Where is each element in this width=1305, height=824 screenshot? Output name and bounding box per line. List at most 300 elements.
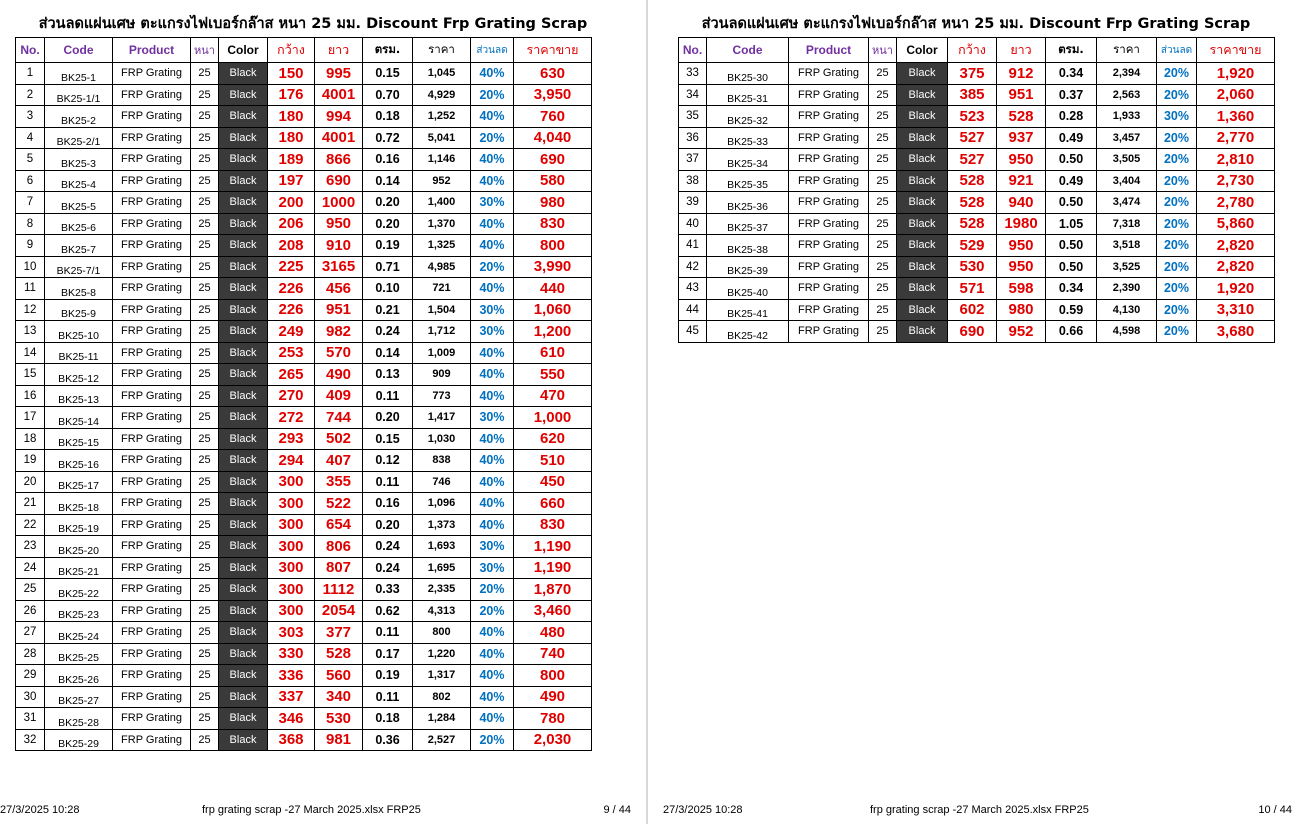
length-value: 490 xyxy=(315,364,363,386)
row-number: 37 xyxy=(679,149,707,171)
price-value: 1,284 xyxy=(413,708,471,730)
sale-price-value: 5,860 xyxy=(1197,213,1275,235)
row-number: 44 xyxy=(679,299,707,321)
price-value: 3,525 xyxy=(1097,256,1157,278)
discount-value: 30% xyxy=(471,299,514,321)
table-row xyxy=(16,536,592,558)
price-value: 1,045 xyxy=(413,63,471,85)
area-value: 0.15 xyxy=(363,63,413,85)
table-row xyxy=(16,471,592,493)
length-value: 530 xyxy=(315,708,363,730)
product-name: FRP Grating xyxy=(113,729,191,751)
product-name: FRP Grating xyxy=(113,493,191,515)
row-number: 11 xyxy=(16,278,45,300)
item-code: BK25-40 xyxy=(707,278,789,300)
width-value: 200 xyxy=(268,192,315,214)
item-code: BK25-11 xyxy=(45,342,113,364)
product-name: FRP Grating xyxy=(113,471,191,493)
thickness: 25 xyxy=(191,213,219,235)
sale-price-value: 3,950 xyxy=(514,84,592,106)
width-value: 330 xyxy=(268,643,315,665)
length-value: 570 xyxy=(315,342,363,364)
product-name: FRP Grating xyxy=(113,149,191,171)
sale-price-value: 980 xyxy=(514,192,592,214)
discount-value: 20% xyxy=(471,579,514,601)
length-value: 981 xyxy=(315,729,363,751)
product-name: FRP Grating xyxy=(789,170,869,192)
area-value: 0.11 xyxy=(363,622,413,644)
color-value: Black xyxy=(897,84,948,106)
item-code: BK25-18 xyxy=(45,493,113,515)
sale-price-value: 620 xyxy=(514,428,592,450)
table-row xyxy=(16,278,592,300)
width-value: 346 xyxy=(268,708,315,730)
area-value: 0.19 xyxy=(363,235,413,257)
header-code: Code xyxy=(45,38,113,63)
price-value: 2,563 xyxy=(1097,84,1157,106)
color-value: Black xyxy=(219,84,268,106)
product-name: FRP Grating xyxy=(113,84,191,106)
sale-price-value: 4,040 xyxy=(514,127,592,149)
row-number: 18 xyxy=(16,428,45,450)
length-value: 456 xyxy=(315,278,363,300)
header-row xyxy=(679,38,1275,63)
sale-price-value: 1,920 xyxy=(1197,278,1275,300)
price-value: 3,457 xyxy=(1097,127,1157,149)
color-value: Black xyxy=(219,622,268,644)
header-price: ราคา xyxy=(413,38,471,63)
area-value: 0.17 xyxy=(363,643,413,665)
color-value: Black xyxy=(219,299,268,321)
discount-value: 20% xyxy=(471,127,514,149)
color-value: Black xyxy=(219,665,268,687)
width-value: 523 xyxy=(948,106,997,128)
length-value: 560 xyxy=(315,665,363,687)
color-value: Black xyxy=(219,686,268,708)
sale-price-value: 470 xyxy=(514,385,592,407)
header-thickness: หนา xyxy=(869,38,897,63)
length-value: 744 xyxy=(315,407,363,429)
footer-filename: frp grating scrap -27 March 2025.xlsx FRP25 xyxy=(202,804,421,816)
length-value: 866 xyxy=(315,149,363,171)
sale-price-value: 3,460 xyxy=(514,600,592,622)
discount-value: 20% xyxy=(1157,63,1197,85)
table-body xyxy=(679,63,1275,343)
price-value: 1,933 xyxy=(1097,106,1157,128)
table-row xyxy=(16,106,592,128)
length-value: 912 xyxy=(997,63,1046,85)
width-value: 530 xyxy=(948,256,997,278)
item-code: BK25-8 xyxy=(45,278,113,300)
area-value: 0.24 xyxy=(363,536,413,558)
sale-price-value: 1,000 xyxy=(514,407,592,429)
area-value: 0.20 xyxy=(363,407,413,429)
length-value: 502 xyxy=(315,428,363,450)
thickness: 25 xyxy=(191,364,219,386)
thickness: 25 xyxy=(191,665,219,687)
row-number: 21 xyxy=(16,493,45,515)
discount-value: 40% xyxy=(471,149,514,171)
item-code: BK25-10 xyxy=(45,321,113,343)
thickness: 25 xyxy=(869,84,897,106)
discount-value: 30% xyxy=(471,557,514,579)
area-value: 0.50 xyxy=(1046,192,1097,214)
thickness: 25 xyxy=(191,708,219,730)
row-number: 26 xyxy=(16,600,45,622)
header-thickness: หนา xyxy=(191,38,219,63)
footer-date: 27/3/2025 10:28 xyxy=(663,804,743,816)
width-value: 226 xyxy=(268,278,315,300)
header-no: No. xyxy=(16,38,45,63)
thickness: 25 xyxy=(191,106,219,128)
thickness: 25 xyxy=(869,235,897,257)
width-value: 529 xyxy=(948,235,997,257)
table-row xyxy=(16,514,592,536)
row-number: 15 xyxy=(16,364,45,386)
area-value: 0.16 xyxy=(363,493,413,515)
product-name: FRP Grating xyxy=(113,450,191,472)
table-row xyxy=(679,235,1275,257)
sale-price-value: 610 xyxy=(514,342,592,364)
width-value: 265 xyxy=(268,364,315,386)
width-value: 150 xyxy=(268,63,315,85)
header-color: Color xyxy=(219,38,268,63)
product-name: FRP Grating xyxy=(113,364,191,386)
color-value: Black xyxy=(219,106,268,128)
item-code: BK25-24 xyxy=(45,622,113,644)
sale-price-value: 1,190 xyxy=(514,536,592,558)
row-number: 10 xyxy=(16,256,45,278)
color-value: Black xyxy=(219,149,268,171)
discount-value: 40% xyxy=(471,342,514,364)
discount-value: 40% xyxy=(471,514,514,536)
width-value: 180 xyxy=(268,127,315,149)
item-code: BK25-34 xyxy=(707,149,789,171)
width-value: 270 xyxy=(268,385,315,407)
sale-price-value: 3,990 xyxy=(514,256,592,278)
price-value: 3,505 xyxy=(1097,149,1157,171)
sale-price-value: 1,190 xyxy=(514,557,592,579)
sheet-page-left xyxy=(0,0,646,824)
product-name: FRP Grating xyxy=(789,299,869,321)
header-sale-price: ราคาขาย xyxy=(514,38,592,63)
length-value: 407 xyxy=(315,450,363,472)
table-row xyxy=(16,643,592,665)
table-row xyxy=(16,493,592,515)
price-value: 1,693 xyxy=(413,536,471,558)
price-value: 2,394 xyxy=(1097,63,1157,85)
table-row xyxy=(16,192,592,214)
length-value: 995 xyxy=(315,63,363,85)
sale-price-value: 1,360 xyxy=(1197,106,1275,128)
length-value: 3165 xyxy=(315,256,363,278)
price-value: 1,146 xyxy=(413,149,471,171)
length-value: 528 xyxy=(315,643,363,665)
item-code: BK25-3 xyxy=(45,149,113,171)
width-value: 208 xyxy=(268,235,315,257)
sale-price-value: 2,060 xyxy=(1197,84,1275,106)
table-row xyxy=(16,84,592,106)
length-value: 654 xyxy=(315,514,363,536)
discount-value: 40% xyxy=(471,471,514,493)
table-row xyxy=(16,407,592,429)
area-value: 0.11 xyxy=(363,471,413,493)
color-value: Black xyxy=(219,385,268,407)
color-value: Black xyxy=(897,235,948,257)
color-value: Black xyxy=(219,536,268,558)
row-number: 2 xyxy=(16,84,45,106)
thickness: 25 xyxy=(869,170,897,192)
sale-price-value: 800 xyxy=(514,235,592,257)
discount-value: 40% xyxy=(471,385,514,407)
table-row xyxy=(679,192,1275,214)
discount-value: 20% xyxy=(1157,299,1197,321)
length-value: 937 xyxy=(997,127,1046,149)
discount-value: 20% xyxy=(1157,127,1197,149)
row-number: 36 xyxy=(679,127,707,149)
discount-value: 20% xyxy=(471,256,514,278)
width-value: 300 xyxy=(268,600,315,622)
sale-price-value: 2,820 xyxy=(1197,256,1275,278)
item-code: BK25-30 xyxy=(707,63,789,85)
row-number: 4 xyxy=(16,127,45,149)
price-value: 802 xyxy=(413,686,471,708)
length-value: 1112 xyxy=(315,579,363,601)
footer-page-number: 9 / 44 xyxy=(603,804,631,816)
area-value: 0.50 xyxy=(1046,256,1097,278)
table-row xyxy=(679,127,1275,149)
product-name: FRP Grating xyxy=(113,192,191,214)
table-row xyxy=(16,708,592,730)
product-name: FRP Grating xyxy=(789,127,869,149)
row-number: 39 xyxy=(679,192,707,214)
color-value: Black xyxy=(897,256,948,278)
price-value: 746 xyxy=(413,471,471,493)
price-value: 3,404 xyxy=(1097,170,1157,192)
row-number: 34 xyxy=(679,84,707,106)
page-title: ส่วนลดแผ่นเศษ ตะแกรงไฟเบอร์กล๊าส หนา 25 มม. Discount Frp Grating Scrap xyxy=(701,16,1251,32)
sale-price-value: 510 xyxy=(514,450,592,472)
area-value: 0.33 xyxy=(363,579,413,601)
color-value: Black xyxy=(897,278,948,300)
row-number: 42 xyxy=(679,256,707,278)
table-row xyxy=(16,364,592,386)
sale-price-value: 630 xyxy=(514,63,592,85)
discount-value: 20% xyxy=(1157,321,1197,343)
price-value: 1,009 xyxy=(413,342,471,364)
discount-value: 30% xyxy=(471,192,514,214)
table-row xyxy=(679,213,1275,235)
item-code: BK25-4 xyxy=(45,170,113,192)
thickness: 25 xyxy=(869,299,897,321)
thickness: 25 xyxy=(191,342,219,364)
table-row xyxy=(679,321,1275,343)
thickness: 25 xyxy=(191,686,219,708)
price-value: 1,030 xyxy=(413,428,471,450)
price-value: 4,985 xyxy=(413,256,471,278)
sale-price-value: 440 xyxy=(514,278,592,300)
area-value: 0.11 xyxy=(363,385,413,407)
sale-price-value: 2,810 xyxy=(1197,149,1275,171)
thickness: 25 xyxy=(191,170,219,192)
item-code: BK25-20 xyxy=(45,536,113,558)
thickness: 25 xyxy=(869,106,897,128)
price-value: 4,929 xyxy=(413,84,471,106)
discount-value: 20% xyxy=(1157,235,1197,257)
table-row xyxy=(16,127,592,149)
table-row xyxy=(16,213,592,235)
sale-price-value: 1,870 xyxy=(514,579,592,601)
discount-value: 40% xyxy=(471,450,514,472)
discount-value: 40% xyxy=(471,622,514,644)
area-value: 0.50 xyxy=(1046,149,1097,171)
length-value: 528 xyxy=(997,106,1046,128)
table-row xyxy=(679,149,1275,171)
footer-filename: frp grating scrap -27 March 2025.xlsx FRP25 xyxy=(870,804,1089,816)
item-code: BK25-36 xyxy=(707,192,789,214)
item-code: BK25-12 xyxy=(45,364,113,386)
item-code: BK25-16 xyxy=(45,450,113,472)
length-value: 950 xyxy=(997,256,1046,278)
product-name: FRP Grating xyxy=(789,235,869,257)
product-name: FRP Grating xyxy=(113,708,191,730)
discount-value: 40% xyxy=(471,428,514,450)
product-name: FRP Grating xyxy=(113,385,191,407)
product-name: FRP Grating xyxy=(113,299,191,321)
header-product: Product xyxy=(113,38,191,63)
width-value: 375 xyxy=(948,63,997,85)
item-code: BK25-6 xyxy=(45,213,113,235)
area-value: 0.20 xyxy=(363,514,413,536)
item-code: BK25-9 xyxy=(45,299,113,321)
item-code: BK25-15 xyxy=(45,428,113,450)
product-name: FRP Grating xyxy=(789,321,869,343)
header-sale-price: ราคาขาย xyxy=(1197,38,1275,63)
area-value: 0.14 xyxy=(363,170,413,192)
length-value: 1000 xyxy=(315,192,363,214)
table-row xyxy=(679,256,1275,278)
row-number: 1 xyxy=(16,63,45,85)
length-value: 409 xyxy=(315,385,363,407)
sale-price-value: 1,920 xyxy=(1197,63,1275,85)
table-row xyxy=(16,428,592,450)
sale-price-value: 660 xyxy=(514,493,592,515)
item-code: BK25-17 xyxy=(45,471,113,493)
item-code: BK25-1 xyxy=(45,63,113,85)
width-value: 300 xyxy=(268,471,315,493)
sheet-page-right xyxy=(648,0,1305,824)
thickness: 25 xyxy=(191,321,219,343)
row-number: 25 xyxy=(16,579,45,601)
color-value: Black xyxy=(219,170,268,192)
product-name: FRP Grating xyxy=(789,278,869,300)
discount-value: 40% xyxy=(471,493,514,515)
length-value: 598 xyxy=(997,278,1046,300)
sale-price-value: 3,680 xyxy=(1197,321,1275,343)
product-name: FRP Grating xyxy=(113,127,191,149)
area-value: 0.37 xyxy=(1046,84,1097,106)
row-number: 45 xyxy=(679,321,707,343)
discount-value: 40% xyxy=(471,170,514,192)
color-value: Black xyxy=(219,127,268,149)
color-value: Black xyxy=(219,321,268,343)
footer-date: 27/3/2025 10:28 xyxy=(0,804,80,816)
width-value: 294 xyxy=(268,450,315,472)
item-code: BK25-13 xyxy=(45,385,113,407)
table-row xyxy=(679,170,1275,192)
item-code: BK25-5 xyxy=(45,192,113,214)
header-color: Color xyxy=(897,38,948,63)
table-row xyxy=(16,170,592,192)
table-row xyxy=(16,149,592,171)
table-row xyxy=(16,450,592,472)
width-value: 528 xyxy=(948,170,997,192)
row-number: 31 xyxy=(16,708,45,730)
area-value: 0.20 xyxy=(363,192,413,214)
item-code: BK25-21 xyxy=(45,557,113,579)
row-number: 32 xyxy=(16,729,45,751)
sale-price-value: 2,780 xyxy=(1197,192,1275,214)
width-value: 303 xyxy=(268,622,315,644)
length-value: 950 xyxy=(997,149,1046,171)
thickness: 25 xyxy=(191,235,219,257)
discount-value: 30% xyxy=(471,407,514,429)
price-value: 1,370 xyxy=(413,213,471,235)
thickness: 25 xyxy=(191,127,219,149)
area-value: 0.21 xyxy=(363,299,413,321)
price-value: 3,474 xyxy=(1097,192,1157,214)
color-value: Black xyxy=(897,192,948,214)
price-value: 1,096 xyxy=(413,493,471,515)
color-value: Black xyxy=(897,106,948,128)
header-cbm: ตรม. xyxy=(363,38,413,63)
sale-price-value: 780 xyxy=(514,708,592,730)
color-value: Black xyxy=(219,600,268,622)
price-value: 4,130 xyxy=(1097,299,1157,321)
length-value: 690 xyxy=(315,170,363,192)
table-row xyxy=(16,321,592,343)
color-value: Black xyxy=(219,63,268,85)
discount-value: 40% xyxy=(471,643,514,665)
sale-price-value: 3,310 xyxy=(1197,299,1275,321)
table-body xyxy=(16,63,592,751)
header-width: กว้าง xyxy=(948,38,997,63)
width-value: 690 xyxy=(948,321,997,343)
row-number: 9 xyxy=(16,235,45,257)
item-code: BK25-1/1 xyxy=(45,84,113,106)
area-value: 0.11 xyxy=(363,686,413,708)
discount-value: 30% xyxy=(1157,106,1197,128)
product-name: FRP Grating xyxy=(789,63,869,85)
width-value: 300 xyxy=(268,514,315,536)
product-name: FRP Grating xyxy=(789,84,869,106)
discount-value: 20% xyxy=(471,729,514,751)
width-value: 225 xyxy=(268,256,315,278)
table-row xyxy=(16,256,592,278)
color-value: Black xyxy=(219,643,268,665)
thickness: 25 xyxy=(191,579,219,601)
table-row xyxy=(16,299,592,321)
thickness: 25 xyxy=(191,493,219,515)
discount-value: 40% xyxy=(471,63,514,85)
item-code: BK25-25 xyxy=(45,643,113,665)
length-value: 806 xyxy=(315,536,363,558)
header-code: Code xyxy=(707,38,789,63)
discount-value: 20% xyxy=(1157,256,1197,278)
row-number: 38 xyxy=(679,170,707,192)
row-number: 28 xyxy=(16,643,45,665)
width-value: 528 xyxy=(948,192,997,214)
